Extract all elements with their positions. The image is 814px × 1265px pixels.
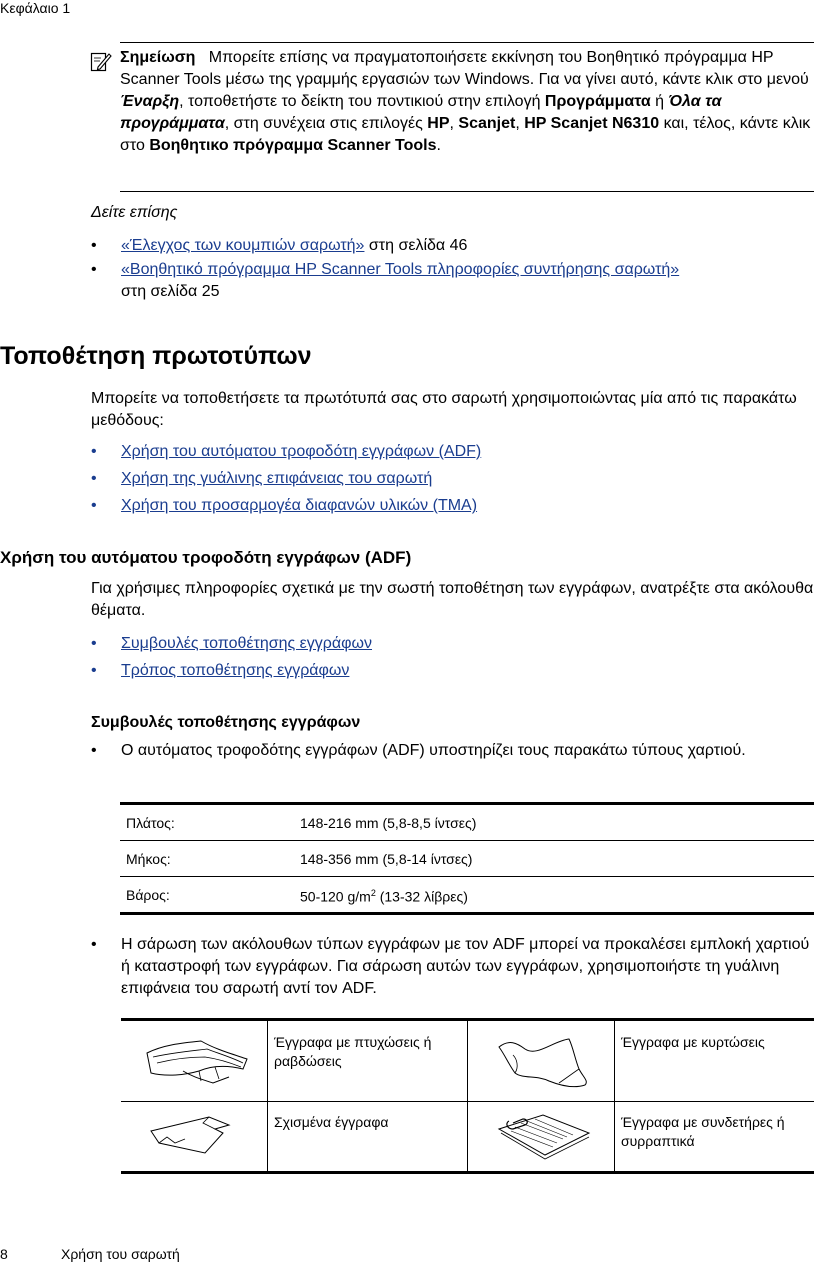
grid-divider <box>614 1021 615 1171</box>
note-top-rule <box>120 42 814 43</box>
note-text-part: . <box>436 137 441 154</box>
paper-specs-table <box>120 802 814 915</box>
spec-value-sup: 2 <box>370 887 376 898</box>
link-adf[interactable]: Χρήση του αυτόματου τροφοδότη εγγράφων (ADF) <box>121 443 482 460</box>
tips-bullet-1 <box>91 740 791 762</box>
adf-intro: Για χρήσιμες πληροφορίες σχετικά με την σωστή τοποθέτηση των εγγράφων, ανατρέξτε στα ακόλουθα θέματα. <box>91 580 814 619</box>
list-item <box>91 660 791 682</box>
spec-label: Βάρος: <box>120 877 294 914</box>
bullet: • <box>91 497 97 514</box>
bullet: • <box>91 936 97 953</box>
section-title: Τοποθέτηση πρωτοτύπων <box>0 342 312 370</box>
link-button-check[interactable]: «Έλεγχος των κουμπιών σαρωτή» <box>121 237 365 254</box>
clipped-documents-label: Έγγραφα με συνδετήρες ή συρραπτικά <box>621 1114 785 1149</box>
note-text-part: ή <box>650 93 669 110</box>
see-also-list <box>91 235 791 303</box>
list-item <box>91 495 791 517</box>
note-text-part: , στη συνέχεια στις επιλογές <box>224 115 428 132</box>
bullet: • <box>91 237 97 254</box>
note-pencil-icon <box>90 50 112 72</box>
grid-divider <box>267 1021 268 1171</box>
tips-bullet-text: Ο αυτόματος τροφοδότης εγγράφων (ADF) υποστηρίζει τους παρακάτω τύπους χαρτιού. <box>121 742 746 759</box>
spec-value <box>294 877 814 914</box>
note-text <box>120 47 814 157</box>
list-item <box>91 468 791 495</box>
note-programs: Προγράμματα <box>544 93 651 110</box>
note-text-part: Μπορείτε επίσης να πραγματοποιήσετε εκκίνηση του Βοηθητικό πρόγραμμα HP Scanner Tools μέσω της γραμμής εργασιών των Windows. Για να γίνει αυτό, κάντε κλικ στο μενού <box>120 49 809 88</box>
link-how-to-load[interactable]: Τρόπος τοποθέτησης εγγράφων <box>121 662 350 679</box>
bullet: • <box>91 662 97 679</box>
list-item <box>91 934 814 1000</box>
note-text-part: , <box>449 115 459 132</box>
link-glass[interactable]: Χρήση της γυάλινης επιφάνειας του σαρωτή <box>121 470 433 487</box>
link-scanner-tools-maintenance[interactable]: «Βοηθητικό πρόγραμμα HP Scanner Tools πληροφορίες συντήρησης σαρωτή» <box>121 261 680 278</box>
torn-document-icon <box>145 1113 245 1159</box>
bullet: • <box>91 635 97 652</box>
note-all-programs: Όλα τα προγράμματα <box>120 93 722 132</box>
torn-documents-label: Σχισμένα έγγραφα <box>274 1114 389 1130</box>
note-text-part: , <box>515 115 525 132</box>
bullet: • <box>91 261 97 278</box>
spec-value: 148-356 mm (5,8-14 ίντσες) <box>294 841 814 877</box>
list-item <box>91 740 791 762</box>
table-row <box>120 804 814 841</box>
chapter-header: Κεφάλαιο 1 <box>0 0 71 16</box>
curled-documents-label: Έγγραφα με κυρτώσεις <box>621 1034 765 1050</box>
section-intro: Μπορείτε να τοποθετήσετε τα πρωτότυπά σας στο σαρωτή χρησιμοποιώντας μία από τις παρακάτω μεθόδους: <box>91 390 797 429</box>
list-item <box>91 259 791 303</box>
page-ref: στη σελίδα 25 <box>121 283 220 300</box>
list-item <box>91 633 791 660</box>
table-row <box>120 877 814 914</box>
note-text-part: και, τέλος, κάντε κλικ στο <box>120 115 811 154</box>
adf-heading: Χρήση του αυτόματου τροφοδότη εγγράφων (ADF) <box>0 548 412 567</box>
adf-links-list <box>91 633 791 682</box>
page-number: 8 <box>0 1246 8 1262</box>
problem-documents-grid <box>121 1018 814 1174</box>
note-bottom-rule <box>120 191 814 192</box>
table-row <box>120 841 814 877</box>
list-item <box>91 235 791 259</box>
note-label: Σημείωση <box>120 49 196 66</box>
grid-divider <box>121 1101 814 1102</box>
bullet: • <box>91 443 97 460</box>
spec-value-part: (13-32 λίβρες) <box>375 888 468 905</box>
note-start-menu: Έναρξη <box>120 93 180 110</box>
wrinkled-documents-label: Έγγραφα με πτυχώσεις ή ραβδώσεις <box>274 1034 432 1069</box>
page-ref: στη σελίδα 46 <box>364 237 468 254</box>
footer-title: Χρήση του σαρωτή <box>61 1246 180 1262</box>
note-scanjet: Scanjet <box>458 115 516 132</box>
problem-documents-table <box>121 1018 814 1174</box>
tips-bullet-text: Η σάρωση των ακόλουθων τύπων εγγράφων με τον ADF μπορεί να προκαλέσει εμπλοκή χαρτιού ή καταστροφή των εγγράφων. Για σάρωση αυτών των εγγράφων, χρησιμοποιήστε τη γυάλινη επιφάνεια του σαρωτή αντί τον ADF. <box>121 936 810 997</box>
curled-document-icon <box>493 1033 593 1093</box>
method-links-list <box>91 441 791 517</box>
list-item <box>91 441 791 468</box>
spec-label: Μήκος: <box>120 841 294 877</box>
tips-bullet-2 <box>91 934 814 1000</box>
grid-divider <box>467 1021 468 1171</box>
see-also-label: Δείτε επίσης <box>91 204 178 221</box>
spec-label: Πλάτος: <box>120 804 294 841</box>
note-model: HP Scanjet N6310 <box>524 115 660 132</box>
tips-heading: Συμβουλές τοποθέτησης εγγράφων <box>91 714 361 731</box>
bullet: • <box>91 470 97 487</box>
note-text-part: , τοποθετήστε το δείκτη του ποντικιού στην επιλογή <box>179 93 545 110</box>
link-tma[interactable]: Χρήση του προσαρμογέα διαφανών υλικών (TMA) <box>121 497 478 514</box>
bullet: • <box>91 742 97 759</box>
spec-value: 148-216 mm (5,8-8,5 ίντσες) <box>294 804 814 841</box>
note-tool-name: Βοηθητικο πρόγραμμα Scanner Tools <box>149 137 437 154</box>
clipped-document-icon <box>491 1111 595 1163</box>
note-hp: HP <box>427 115 450 132</box>
spec-value-part: 50-120 g/m <box>300 888 371 905</box>
link-loading-tips[interactable]: Συμβουλές τοποθέτησης εγγράφων <box>121 635 373 652</box>
wrinkled-document-icon <box>143 1035 251 1087</box>
